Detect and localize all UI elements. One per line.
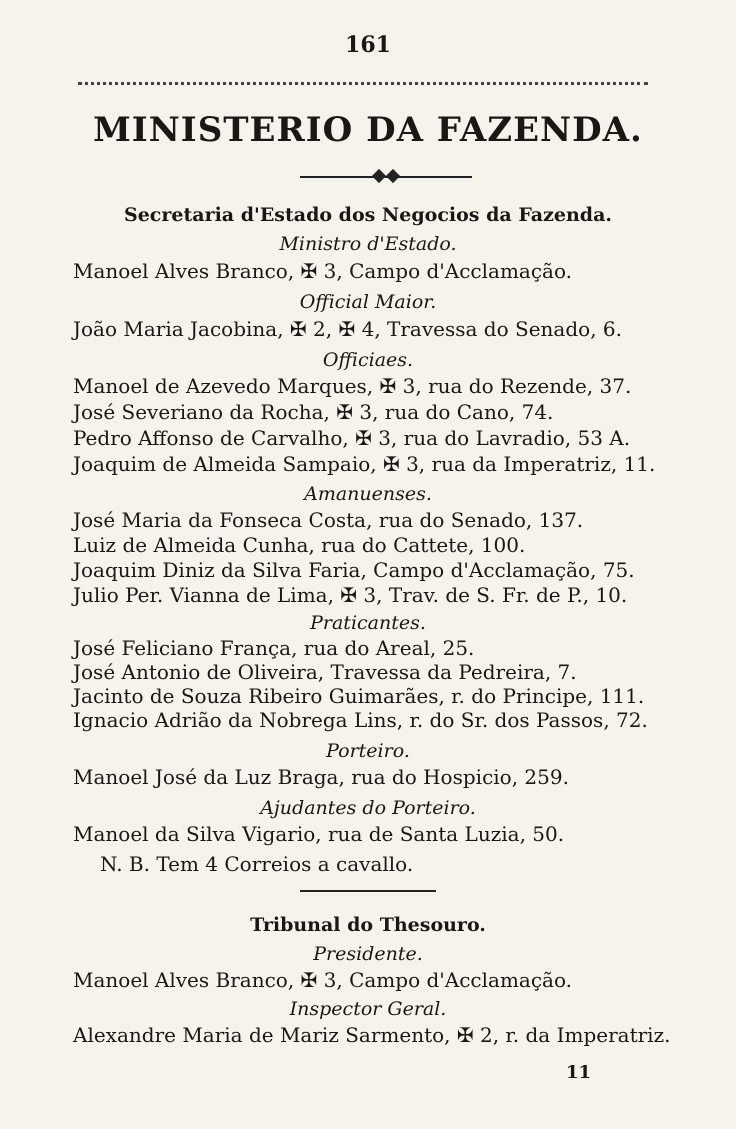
entry-praticante: José Feliciano França, rua do Areal, 25. <box>73 636 475 660</box>
entry-praticante: Jacinto de Souza Ribeiro Guimarães, r. do Principe, 111. <box>73 684 645 708</box>
section-divider <box>300 890 436 892</box>
page-number: 161 <box>345 32 391 58</box>
role-inspector: Inspector Geral. <box>289 998 447 1020</box>
entry-oficial-maior: João Maria Jacobina, ✠ 2, ✠ 4, Travessa do Senado, 6. <box>73 317 622 341</box>
entry-amanuense: José Maria da Fonseca Costa, rua do Senado, 137. <box>73 508 584 532</box>
role-praticantes: Praticantes. <box>310 612 426 634</box>
role-porteiro: Porteiro. <box>326 740 410 762</box>
role-ajudantes: Ajudantes do Porteiro. <box>260 797 476 819</box>
role-officiaes: Officiaes. <box>322 349 414 371</box>
entry-presidente: Manoel Alves Branco, ✠ 3, Campo d'Acclamação. <box>73 968 573 992</box>
entry-amanuense: Luiz de Almeida Cunha, rua do Cattete, 100. <box>73 533 526 557</box>
nota-bene: N. B. Tem 4 Correios a cavallo. <box>100 852 414 876</box>
section-heading-tribunal: Tribunal do Thesouro. <box>250 914 486 936</box>
entry-amanuense: Joaquim Diniz da Silva Faria, Campo d'Acclamação, 75. <box>73 558 635 582</box>
section-heading-secretaria: Secretaria d'Estado dos Negocios da Fazenda. <box>124 204 612 226</box>
entry-official: Joaquim de Almeida Sampaio, ✠ 3, rua da Imperatriz, 11. <box>73 452 656 476</box>
entry-official: Pedro Affonso de Carvalho, ✠ 3, rua do Lavradio, 53 A. <box>73 426 631 450</box>
ornament-divider <box>300 171 472 183</box>
role-presidente: Presidente. <box>313 943 423 965</box>
entry-inspector: Alexandre Maria de Mariz Sarmento, ✠ 2, r. da Imperatriz. <box>73 1023 671 1047</box>
entry-ajudante: Manoel da Silva Vigario, rua de Santa Luzia, 50. <box>73 822 565 846</box>
role-oficial-maior: Official Maior. <box>299 291 437 313</box>
entry-official: Manoel de Azevedo Marques, ✠ 3, rua do Rezende, 37. <box>73 374 632 398</box>
entry-amanuense: Julio Per. Vianna de Lima, ✠ 3, Trav. de S. Fr. de P., 10. <box>73 583 628 607</box>
role-amanuenses: Amanuenses. <box>304 483 432 505</box>
entry-ministro: Manoel Alves Branco, ✠ 3, Campo d'Acclamação. <box>73 259 573 283</box>
entry-praticante: José Antonio de Oliveira, Travessa da Pedreira, 7. <box>73 660 577 684</box>
signature-mark: 11 <box>566 1062 592 1083</box>
page-title: MINISTERIO DA FAZENDA. <box>93 110 643 150</box>
entry-praticante: Ignacio Adrião da Nobrega Lins, r. do Sr. dos Passos, 72. <box>73 708 648 732</box>
top-rule <box>78 82 648 89</box>
entry-porteiro: Manoel José da Luz Braga, rua do Hospicio, 259. <box>73 765 569 789</box>
role-ministro: Ministro d'Estado. <box>279 233 457 255</box>
entry-official: José Severiano da Rocha, ✠ 3, rua do Cano, 74. <box>73 400 554 424</box>
